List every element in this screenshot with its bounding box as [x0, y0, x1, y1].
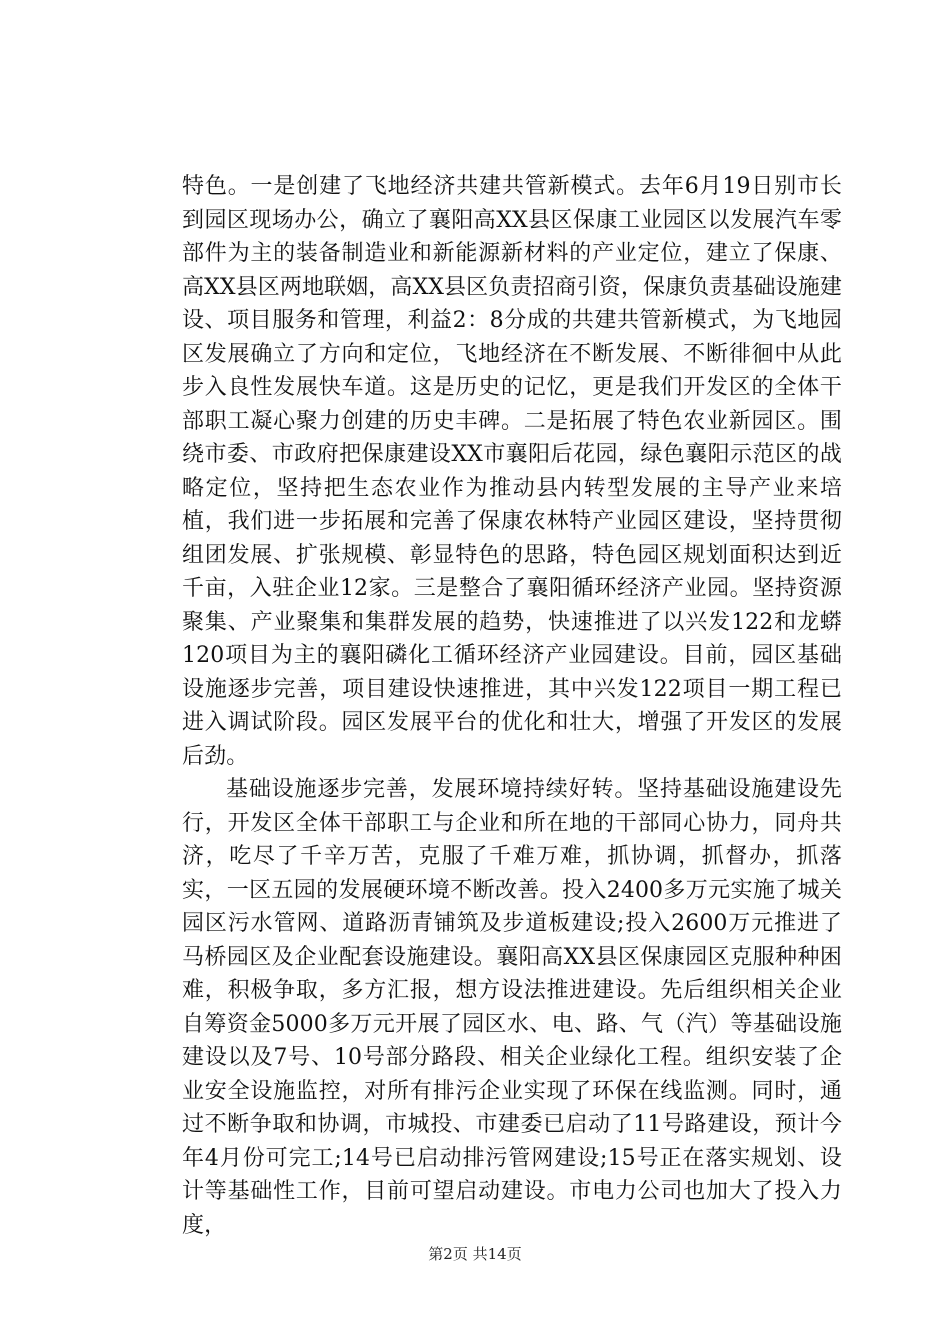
paragraph-1: 特色。一是创建了飞地经济共建共管新模式。去年6月19日别市长到园区现场办公，确立了襄阳高XX县区保康工业园区以发展汽车零部件为主的装备制造业和新能源新材料的产业定位，建立了保康、高XX县区两地联姻，高XX县区负责招商引资，保康负责基础设施建设、项目服务和管理，利益2：8分成的共建共管新模式，为飞地园区发展确立了方向和定位，飞地经济在不断发展、不断徘徊中从此步入良性发展快车道。这是历史的记忆，更是我们开发区的全体干部职工凝心聚力创建的历史丰碑。二是拓展了特色农业新园区。围绕市委、市政府把保康建设XX市襄阳后花园，绿色襄阳示范区的战略定位，坚持把生态农业作为推动县内转型发展的主导产业来培植，我们进一步拓展和完善了保康农林特产业园区建设，坚持贯彻组团发展、扩张规模、彰显特色的思路，特色园区规划面积达到近千亩，入驻企业12家。三是整合了襄阳循环经济产业园。坚持资源聚集、产业聚集和集群发展的趋势，快速推进了以兴发122和龙蟒120项目为主的襄阳磷化工循环经济产业园建设。目前，园区基础设施逐步完善，项目建设快速推进，其中兴发122项目一期工程已进入调试阶段。园区发展平台的优化和壮大，增强了开发区的发展后劲。	[182, 174, 842, 769]
paragraph-2: 基础设施逐步完善，发展环境持续好转。坚持基础设施建设先行，开发区全体干部职工与企业和所在地的干部同心协力，同舟共济，吃尽了千辛万苦，克服了千难万难，抓协调，抓督办，抓落实，一区五园的发展硬环境不断改善。投入2400多万元实施了城关园区污水管网、道路沥青铺筑及步道板建设;投入2600万元推进了马桥园区及企业配套设施建设。襄阳高XX县区保康园区克服种种困难，积极争取，多方汇报，想方设法推进建设。先后组织相关企业自筹资金5000多万元开展了园区水、电、路、气（汽）等基础设施建设以及7号、10号部分路段、相关企业绿化工程。组织安装了企业安全设施监控，对所有排污企业实现了环保在线监测。同时，通过不断争取和协调，市城投、市建委已启动了11号路建设，预计今年4月份可完工;14号已启动排污管网建设;15号正在落实规划、设计等基础性工作，目前可望启动建设。市电力公司也加大了投入力度，	[182, 777, 842, 1238]
document-body	[182, 170, 842, 1242]
page-number-footer: 第2页 共14页	[428, 1245, 522, 1263]
